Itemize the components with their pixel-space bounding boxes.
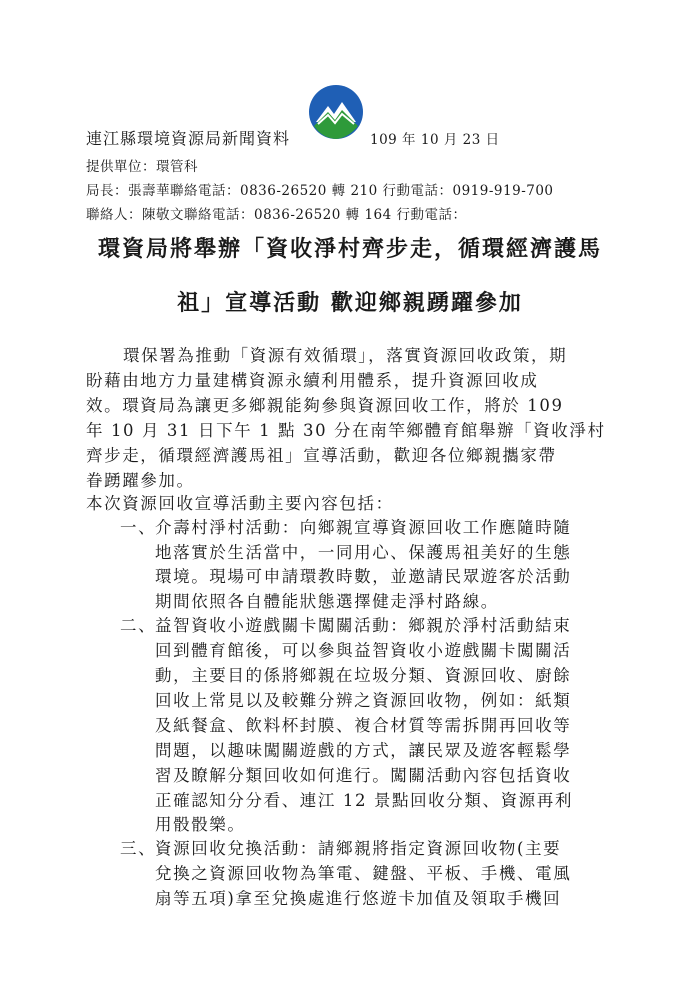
intro-line: 效。環資局為讓更多鄉親能夠參與資源回收工作，將於 109 [86,396,564,415]
intro-line: 環保署為推動「資源有效循環」，落實資源回收政策，期 [123,346,568,365]
item-line: 回收上常見以及較難分辨之資源回收物，例如：紙類 [155,691,572,710]
epa-logo-icon [308,84,364,140]
provider-unit: 提供單位：環管科 [86,159,198,175]
item-line: 動，主要目的係將鄉親在垃圾分類、資源回收、廚餘 [155,666,572,685]
item-line: 兌換之資源回收物為筆電、鍵盤、平板、手機、電風 [155,864,572,883]
intro-line: 齊步走，循環經濟護馬祖」宣導活動，歡迎各位鄉親攜家帶 [86,446,557,465]
content-intro: 本次資源回收宣導活動主要內容包括： [86,494,394,513]
staff-contact: 聯絡人：陳敬文聯絡電話：0836-26520 轉 164 行動電話： [86,207,467,223]
release-date: 109 年 10 月 23 日 [370,132,500,148]
item-number: 一、 [120,518,157,537]
item-line: 益智資收小遊戲關卡闖關活動：鄉親於淨村活動結束 [155,616,572,635]
item-line: 正確認知分分看、連江 12 景點回收分類、資源再利 [155,791,573,810]
item-number: 二、 [120,616,157,635]
intro-line: 年 10 月 31 日下午 1 點 30 分在南竿鄉體育館舉辦「資收淨村 [86,421,606,440]
item-line: 資源回收兌換活動：請鄉親將指定資源回收物(主要 [155,839,562,858]
item-line: 環境。現場可申請環教時數，並邀請民眾遊客於活動 [155,567,572,586]
item-line: 期間依照各自體能狀態選擇健走淨村路線。 [155,592,499,611]
item-line: 扇等五項)拿至兌換處進行悠遊卡加值及領取手機回 [155,889,562,908]
intro-line: 盼藉由地方力量建構資源永續利用體系，提升資源回收成 [86,371,539,390]
item-number: 三、 [120,839,157,858]
headline-line-2: 祖」宣導活動 歡迎鄉親踴躍參加 [177,291,523,316]
director-contact: 局長：張壽華聯絡電話：0836-26520 轉 210 行動電話：0919-919-700 [86,183,554,199]
item-line: 問題，以趣味闖關遊戲的方式，讓民眾及遊客輕鬆學 [155,741,572,760]
item-line: 及紙餐盒、飲料杯封膜、複合材質等需拆開再回收等 [155,716,572,735]
item-line: 回到體育館後，可以參與益智資收小遊戲關卡闖關活 [155,641,572,660]
item-line: 用骰骰樂。 [155,815,246,834]
intro-line: 眷踴躍參加。 [86,471,195,490]
org-title: 連江縣環境資源局新聞資料 [86,129,291,148]
headline-line-1: 環資局將舉辦「資收淨村齊步走，循環經濟護馬 [97,237,602,262]
item-line: 習及瞭解分類回收如何進行。闖關活動內容包括資收 [155,766,572,785]
item-line: 介壽村淨村活動：向鄉親宣導資源回收工作應隨時隨 [155,518,572,537]
item-line: 地落實於生活當中，一同用心、保護馬祖美好的生態 [155,543,572,562]
